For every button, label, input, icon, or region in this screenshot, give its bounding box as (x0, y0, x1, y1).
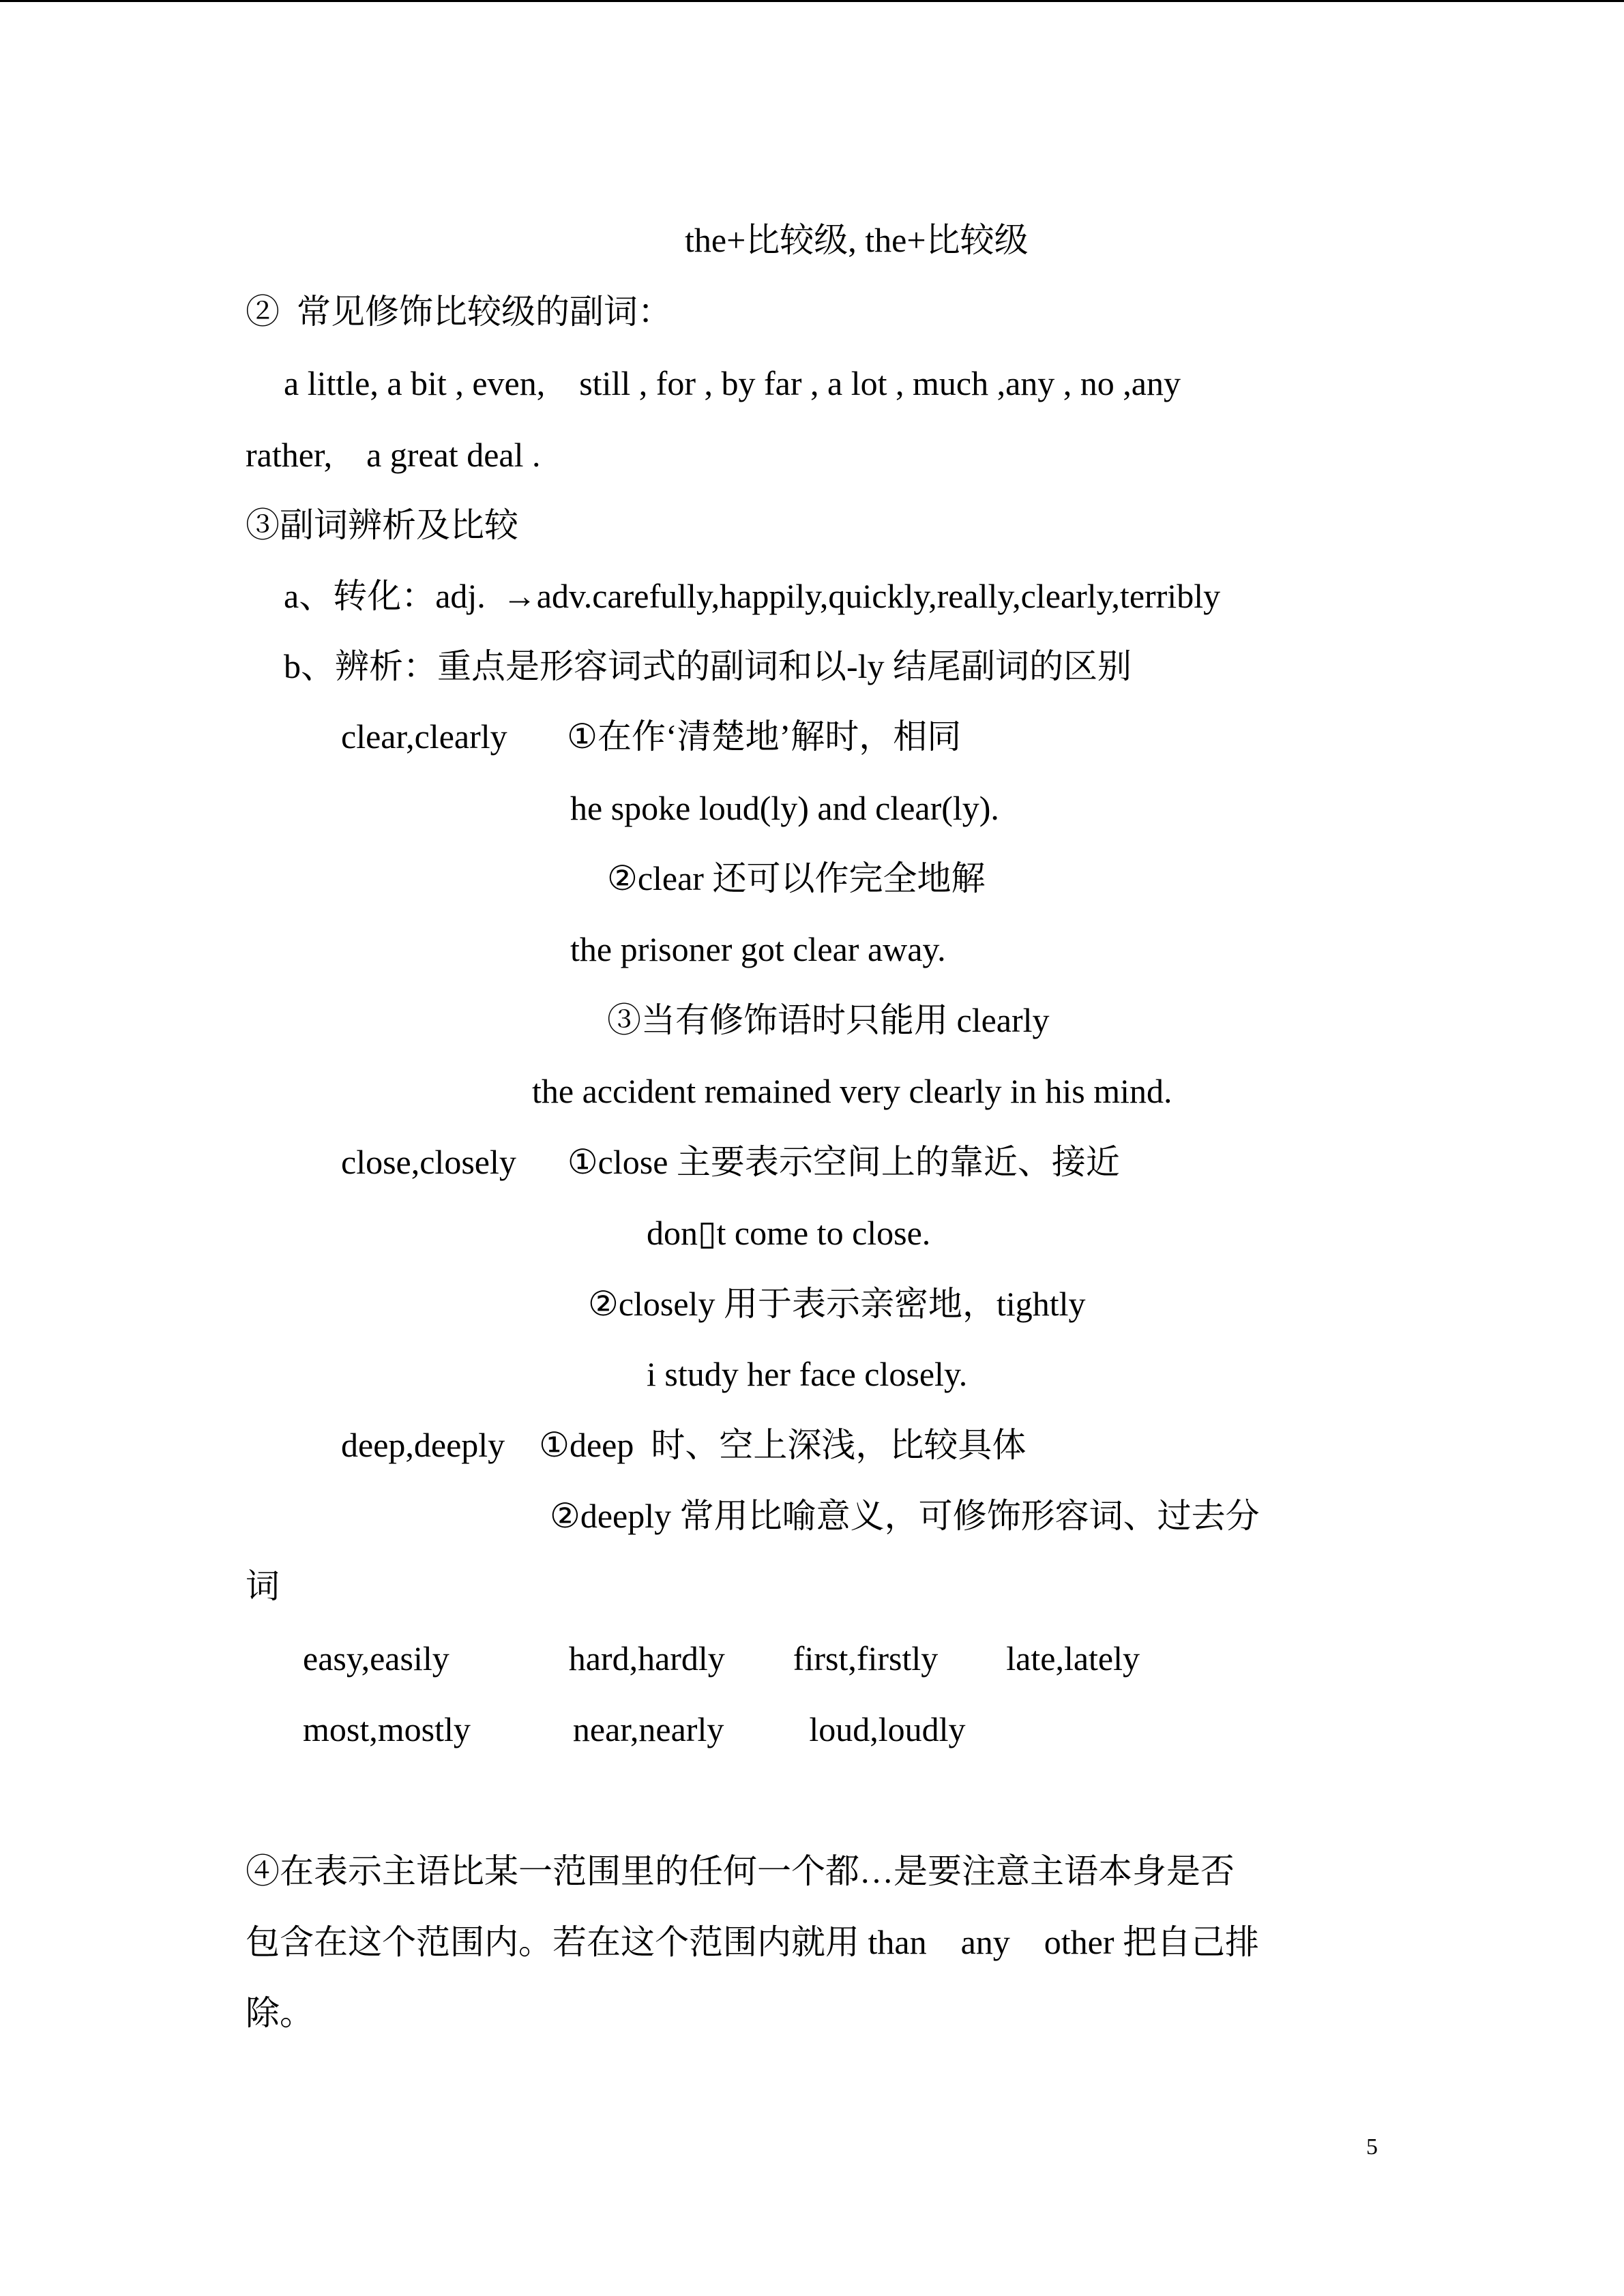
note-deeply-2: ②deeply 常用比喻意义，可修饰形容词、过去分 (550, 1497, 1260, 1535)
line-comparison-range-cont: 包含在这个范围内。若在这个范围内就用 than any other 把自己排 (246, 1923, 1260, 1961)
example-clear-2: the prisoner got clear away. (570, 930, 946, 968)
word-pairs-row-2: most,mostly near,nearly loud,loudly (303, 1710, 966, 1748)
note-deeply-2-cont: 词 (246, 1567, 280, 1605)
line-the-comparative: the+比较级, the+比较级 (685, 221, 1029, 259)
note-clear-3: ③当有修饰语时只能用 clearly (607, 1001, 1050, 1039)
top-border (0, 0, 1624, 2)
line-analysis: b、辨析：重点是形容词式的副词和以-ly 结尾副词的区别 (284, 647, 1132, 685)
heading-modifying-adverbs: ② 常见修饰比较级的副词： (246, 293, 672, 331)
page-number: 5 (1366, 2134, 1378, 2160)
example-clear-3: the accident remained very clearly in his mind. (532, 1072, 1172, 1110)
example-clear-1: he spoke loud(ly) and clear(ly). (570, 789, 999, 827)
line-deep-deeply: deep,deeply ①deep 时、空上深浅，比较具体 (341, 1426, 1027, 1464)
line-adverb-list: a little, a bit , even, still , for , by far , a lot , much ,any , no ,any (284, 364, 1181, 402)
line-conversion: a、转化：adj. →adv.carefully,happily,quickly,really,clearly,terribly (284, 577, 1221, 615)
line-clear-clearly: clear,clearly ①在作‘清楚地’解时，相同 (341, 717, 962, 756)
line-close-closely: close,closely ①close 主要表示空间上的靠近、接近 (341, 1143, 1120, 1181)
word-pairs-row-1: easy,easily hard,hardly first,firstly late,lately (303, 1639, 1140, 1678)
line-adverb-list-cont: rather, a great deal . (246, 436, 541, 474)
line-comparison-range-end: 除。 (246, 1994, 314, 2032)
heading-adverb-comparison: ③副词辨析及比较 (246, 506, 518, 544)
note-closely-2: ②closely 用于表示亲密地，tightly (588, 1285, 1086, 1323)
example-close-1: don▯t come to close. (647, 1214, 931, 1252)
heading-comparison-range: ④在表示主语比某一范围里的任何一个都…是要注意主语本身是否 (246, 1852, 1235, 1890)
example-closely-2: i study her face closely. (647, 1355, 968, 1393)
note-clear-2: ②clear 还可以作完全地解 (607, 859, 986, 897)
